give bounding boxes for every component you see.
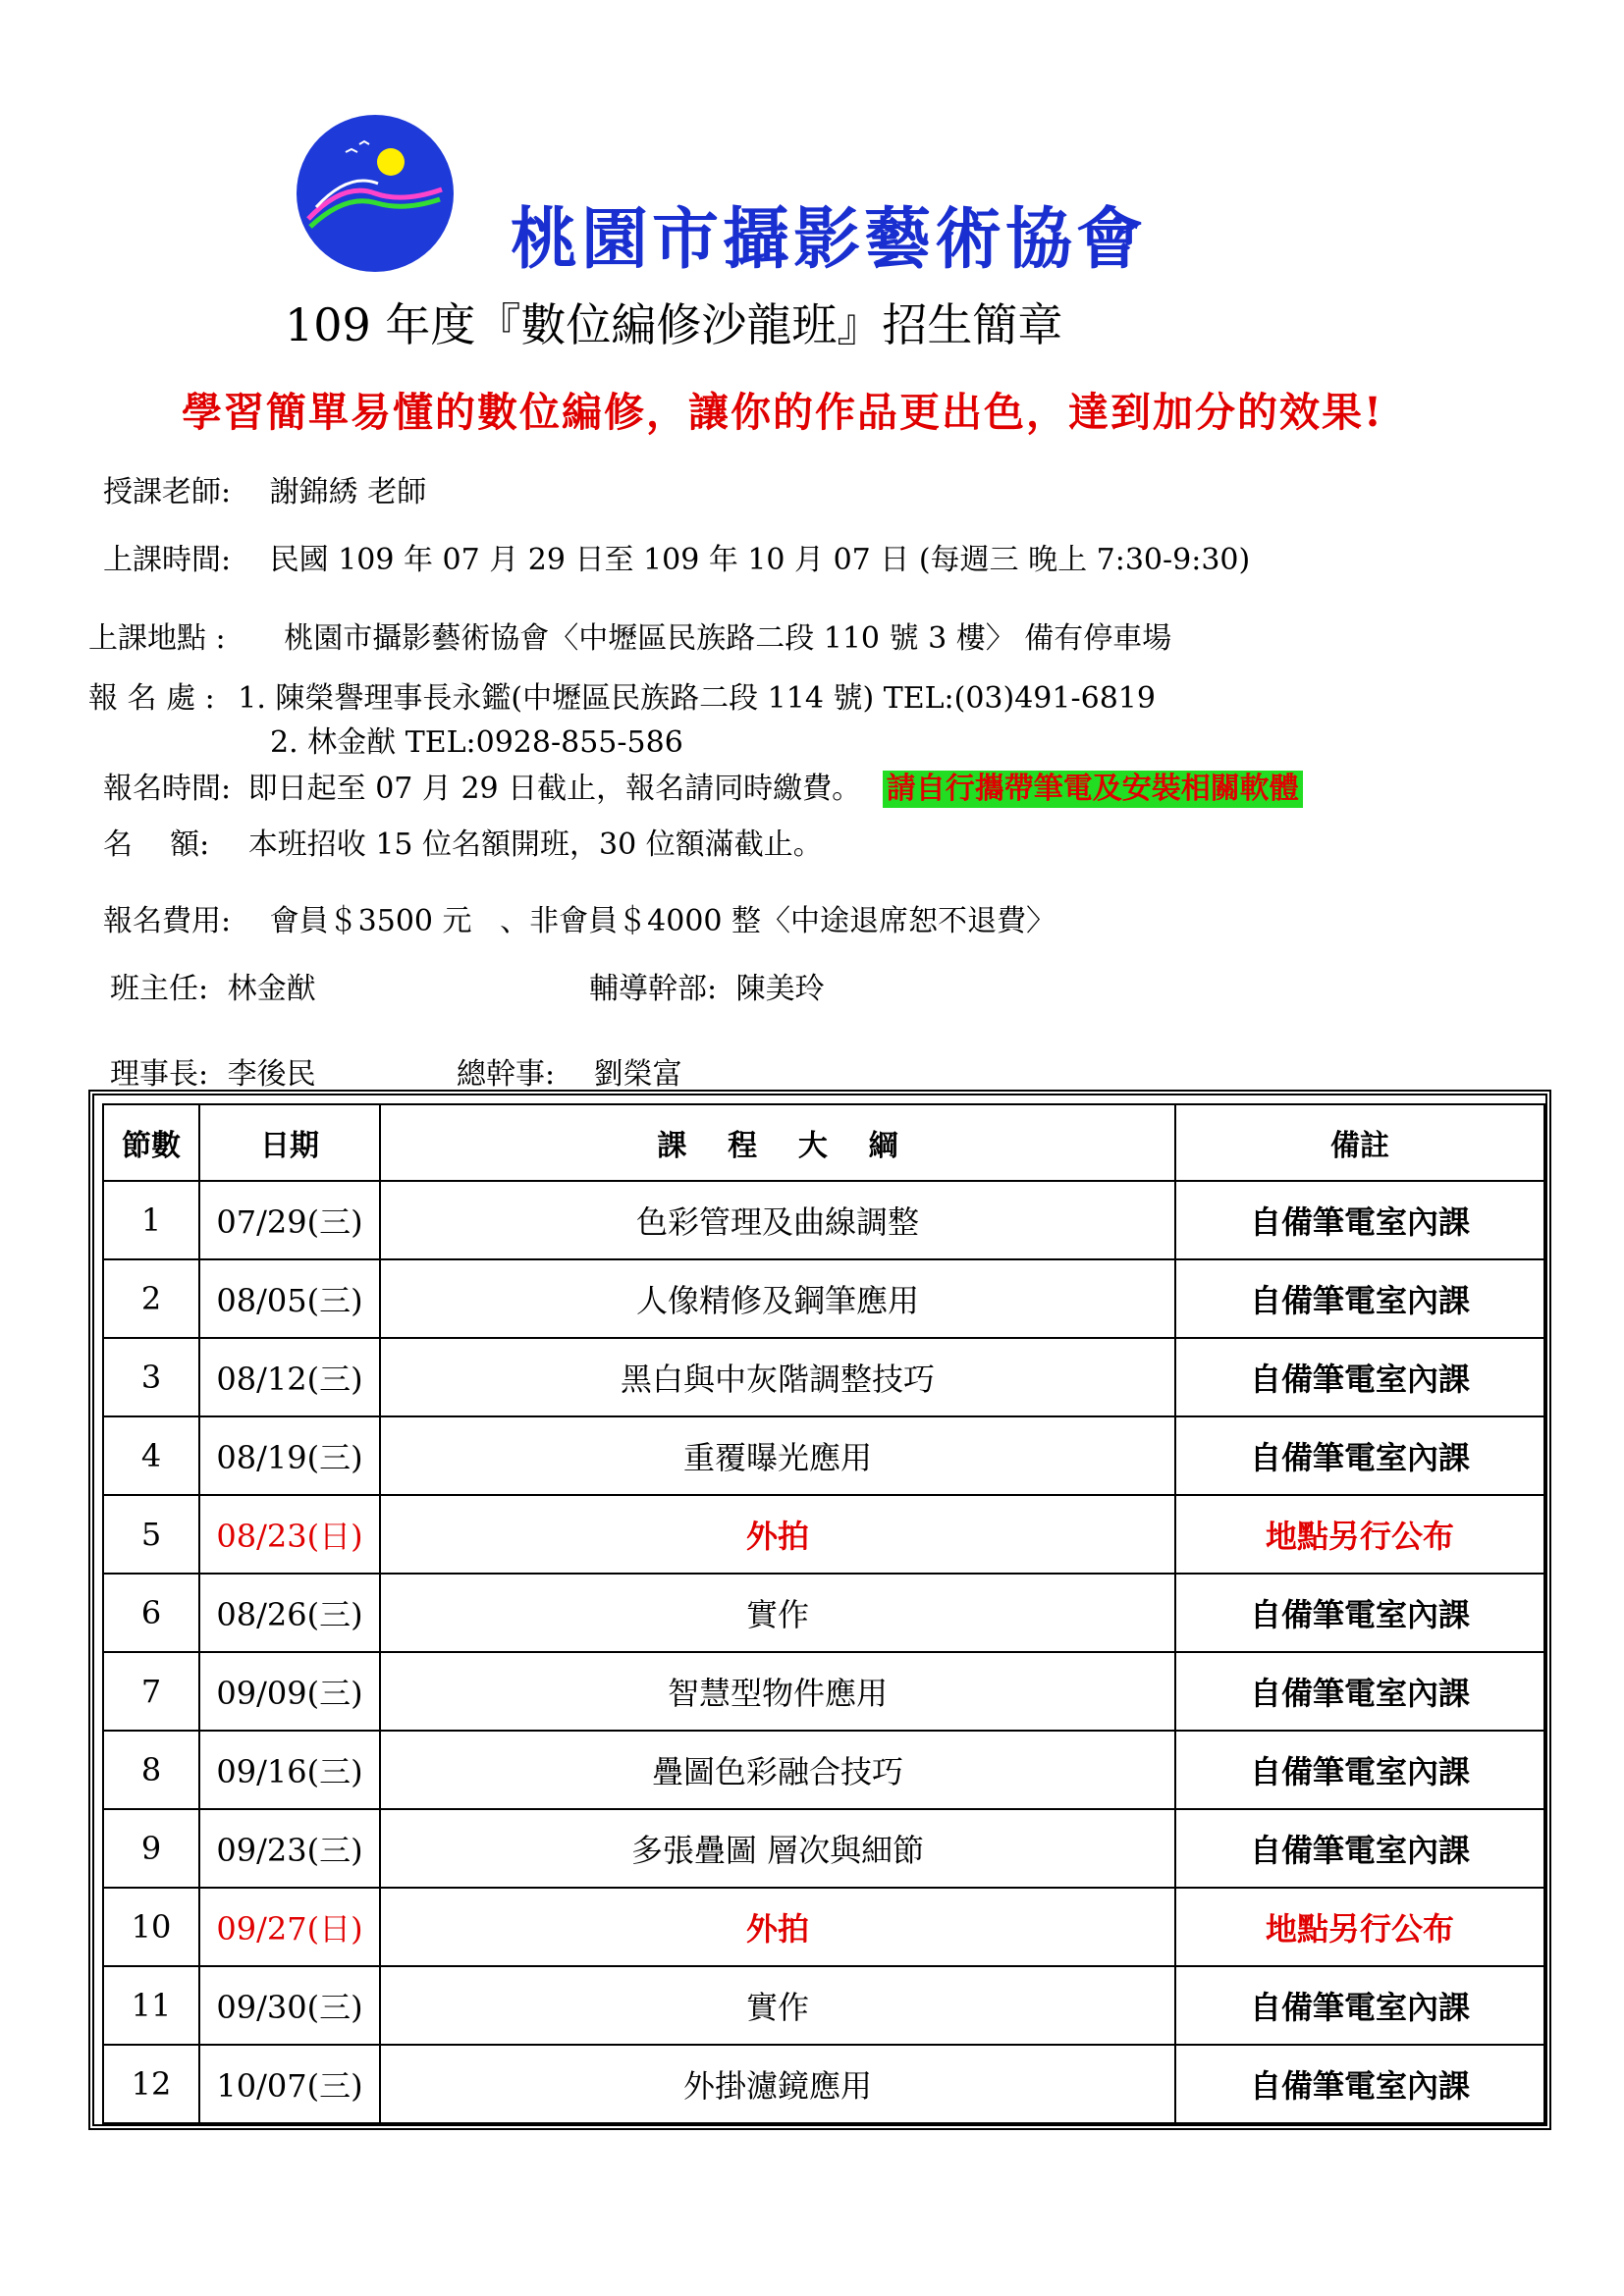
- cell-topic: 智慧型物件應用: [380, 1652, 1175, 1731]
- table-row: [103, 1574, 1544, 1652]
- schedule-table: [102, 1103, 1545, 2124]
- fee-line: [103, 904, 1056, 938]
- cell-note: 自備筆電室內課: [1175, 1652, 1544, 1731]
- class-head-label: 班主任:: [110, 972, 209, 1006]
- cell-no: 7: [103, 1652, 199, 1731]
- fee-value: 會員＄3500 元 、非會員＄4000 整〈中途退席恕不退費〉: [269, 904, 1056, 938]
- reg-time-line: [103, 771, 1303, 808]
- cell-no: 2: [103, 1259, 199, 1338]
- chair-label: 理事長:: [110, 1057, 209, 1092]
- cell-no: 6: [103, 1574, 199, 1652]
- cell-topic: 黑白與中灰階調整技巧: [380, 1338, 1175, 1416]
- cell-note: 自備筆電室內課: [1175, 1574, 1544, 1652]
- cell-date: 08/19(三): [199, 1416, 380, 1495]
- cell-no: 9: [103, 1809, 199, 1888]
- cell-note: 自備筆電室內課: [1175, 1338, 1544, 1416]
- cell-date: 08/12(三): [199, 1338, 380, 1416]
- chair-value: 李後民: [227, 1057, 316, 1092]
- cell-date: 08/23(日): [199, 1495, 380, 1574]
- gs-label: 總幹事:: [457, 1057, 556, 1092]
- cell-topic: 疊圖色彩融合技巧: [380, 1731, 1175, 1809]
- cell-note: 自備筆電室內課: [1175, 1966, 1544, 2045]
- cell-date: 09/16(三): [199, 1731, 380, 1809]
- table-row: [103, 2045, 1544, 2123]
- cell-topic: 重覆曝光應用: [380, 1416, 1175, 1495]
- cell-topic: 外拍: [380, 1495, 1175, 1574]
- cell-note: 自備筆電室內課: [1175, 1259, 1544, 1338]
- chair-line: [110, 1057, 316, 1092]
- table-row: [103, 1338, 1544, 1416]
- teacher-line: [103, 475, 427, 509]
- reg-line-1: [88, 681, 1156, 716]
- gs-line: [457, 1057, 682, 1092]
- header-note: 備註: [1175, 1104, 1544, 1181]
- cell-date: 09/30(三): [199, 1966, 380, 2045]
- association-logo: [295, 113, 457, 275]
- time-line: [103, 543, 1251, 577]
- cell-note: 地點另行公布: [1175, 1888, 1544, 1966]
- cell-note: 地點另行公布: [1175, 1495, 1544, 1574]
- table-row: [103, 1181, 1544, 1259]
- cell-note: 自備筆電室內課: [1175, 1416, 1544, 1495]
- cell-topic: 外掛濾鏡應用: [380, 2045, 1175, 2123]
- cell-date: 09/09(三): [199, 1652, 380, 1731]
- gs-value: 劉榮富: [593, 1057, 682, 1092]
- cell-no: 11: [103, 1966, 199, 2045]
- cell-no: 10: [103, 1888, 199, 1966]
- reg-value-2: 2. 林金猷 TEL:0928-855-586: [270, 725, 683, 760]
- quota-value: 本班招收 15 位名額開班，30 位額滿截止。: [247, 828, 823, 862]
- cell-no: 8: [103, 1731, 199, 1809]
- cell-topic: 色彩管理及曲線調整: [380, 1181, 1175, 1259]
- cell-date: 07/29(三): [199, 1181, 380, 1259]
- header-topic: 課 程 大 綱: [380, 1104, 1175, 1181]
- cell-no: 3: [103, 1338, 199, 1416]
- cell-no: 12: [103, 2045, 199, 2123]
- teacher-label: 授課老師:: [103, 475, 232, 509]
- table-row: [103, 1416, 1544, 1495]
- table-row: [103, 1731, 1544, 1809]
- quota-label: 名 額:: [103, 828, 210, 862]
- time-label: 上課時間:: [103, 543, 232, 577]
- class-head-value: 林金猷: [227, 972, 316, 1006]
- class-head-line: [110, 972, 316, 1006]
- reg-line-2: [270, 725, 683, 760]
- cell-date: 09/23(三): [199, 1809, 380, 1888]
- course-title: 109 年度『數位編修沙龍班』招生簡章: [285, 298, 1063, 351]
- cell-no: 1: [103, 1181, 199, 1259]
- cell-topic: 外拍: [380, 1888, 1175, 1966]
- cell-note: 自備筆電室內課: [1175, 1809, 1544, 1888]
- reg-time-note: 請自行攜帶筆電及安裝相關軟體: [883, 771, 1303, 808]
- place-label: 上課地點 :: [88, 621, 226, 656]
- header-date: 日期: [199, 1104, 380, 1181]
- slogan: 學習簡單易懂的數位編修，讓你的作品更出色，達到加分的效果!: [182, 389, 1383, 436]
- schedule-table-frame: [88, 1090, 1551, 2130]
- assist-label: 輔導幹部:: [589, 972, 718, 1006]
- cell-date: 09/27(日): [199, 1888, 380, 1966]
- reg-time-label: 報名時間:: [103, 772, 232, 806]
- reg-label: 報 名 處 :: [88, 681, 215, 716]
- assist-line: [589, 972, 825, 1006]
- cell-topic: 實作: [380, 1574, 1175, 1652]
- quota-line: [103, 830, 823, 860]
- table-row: [103, 1259, 1544, 1338]
- fee-label: 報名費用:: [103, 904, 232, 938]
- time-value: 民國 109 年 07 月 29 日至 109 年 10 月 07 日 (每週三 晚上 7:30-9:30): [269, 543, 1251, 577]
- header-no: 節數: [103, 1104, 199, 1181]
- cell-topic: 多張疊圖 層次與細節: [380, 1809, 1175, 1888]
- org-title: 桃園市攝影藝術協會: [511, 200, 1148, 279]
- table-row: [103, 1966, 1544, 2045]
- place-line: [88, 621, 1172, 656]
- cell-note: 自備筆電室內課: [1175, 1181, 1544, 1259]
- cell-note: 自備筆電室內課: [1175, 1731, 1544, 1809]
- cell-note: 自備筆電室內課: [1175, 2045, 1544, 2123]
- table-row: [103, 1495, 1544, 1574]
- reg-time-value: 即日起至 07 月 29 日截止，報名請同時繳費。: [247, 772, 862, 806]
- cell-topic: 人像精修及鋼筆應用: [380, 1259, 1175, 1338]
- cell-date: 10/07(三): [199, 2045, 380, 2123]
- table-row: [103, 1888, 1544, 1966]
- cell-no: 4: [103, 1416, 199, 1495]
- cell-topic: 實作: [380, 1966, 1175, 2045]
- cell-no: 5: [103, 1495, 199, 1574]
- cell-date: 08/26(三): [199, 1574, 380, 1652]
- table-header-row: [103, 1104, 1544, 1181]
- place-value: 桃園市攝影藝術協會〈中壢區民族路二段 110 號 3 樓〉 備有停車場: [284, 621, 1172, 656]
- table-row: [103, 1809, 1544, 1888]
- assist-value: 陳美玲: [735, 972, 825, 1006]
- cell-date: 08/05(三): [199, 1259, 380, 1338]
- table-row: [103, 1652, 1544, 1731]
- teacher-value: 謝錦綉 老師: [269, 475, 427, 509]
- reg-value-1: 1. 陳榮譽理事長永鑑(中壢區民族路二段 114 號) TEL:(03)491-6819: [238, 681, 1156, 716]
